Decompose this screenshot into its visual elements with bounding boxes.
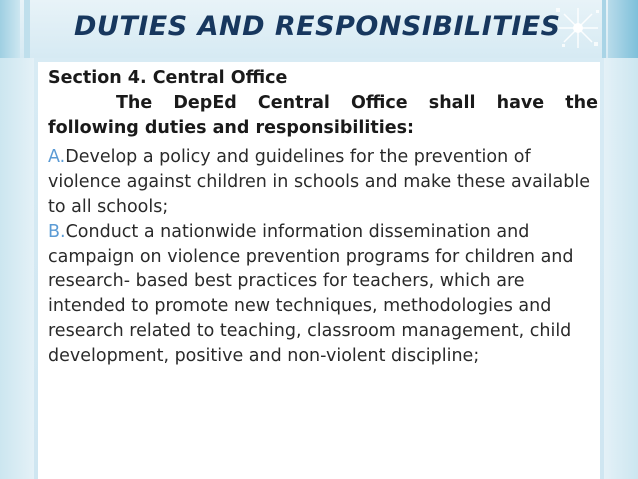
intro-paragraph: The DepEd Central Office shall have the following duties and responsibilities: [48,92,598,138]
slide-body [48,66,598,369]
item-text: Develop a policy and guidelines for the prevention of violence against children in schools and make these available to all schools; [48,147,590,217]
list-item [48,220,598,369]
slide-title: DUTIES AND RESPONSIBILITIES [74,11,561,42]
right-accent-block [608,0,638,58]
item-letter: A. [48,147,66,168]
left-accent-stripe-thin [24,0,30,58]
left-accent-stripe [0,0,20,58]
item-text: Conduct a nationwide information dissemination and campaign on violence prevention programs for children and research- based best practices for teachers, which are intended to promote new techniques, methodologies and research related to teaching, classroom management, child development, positive and non-violent discipline; [48,221,574,366]
list-item [48,145,598,219]
item-letter: B. [48,221,66,242]
right-margin-gradient [604,58,638,479]
section-heading: Section 4. Central Office [48,68,288,88]
left-margin-gradient [0,58,34,479]
